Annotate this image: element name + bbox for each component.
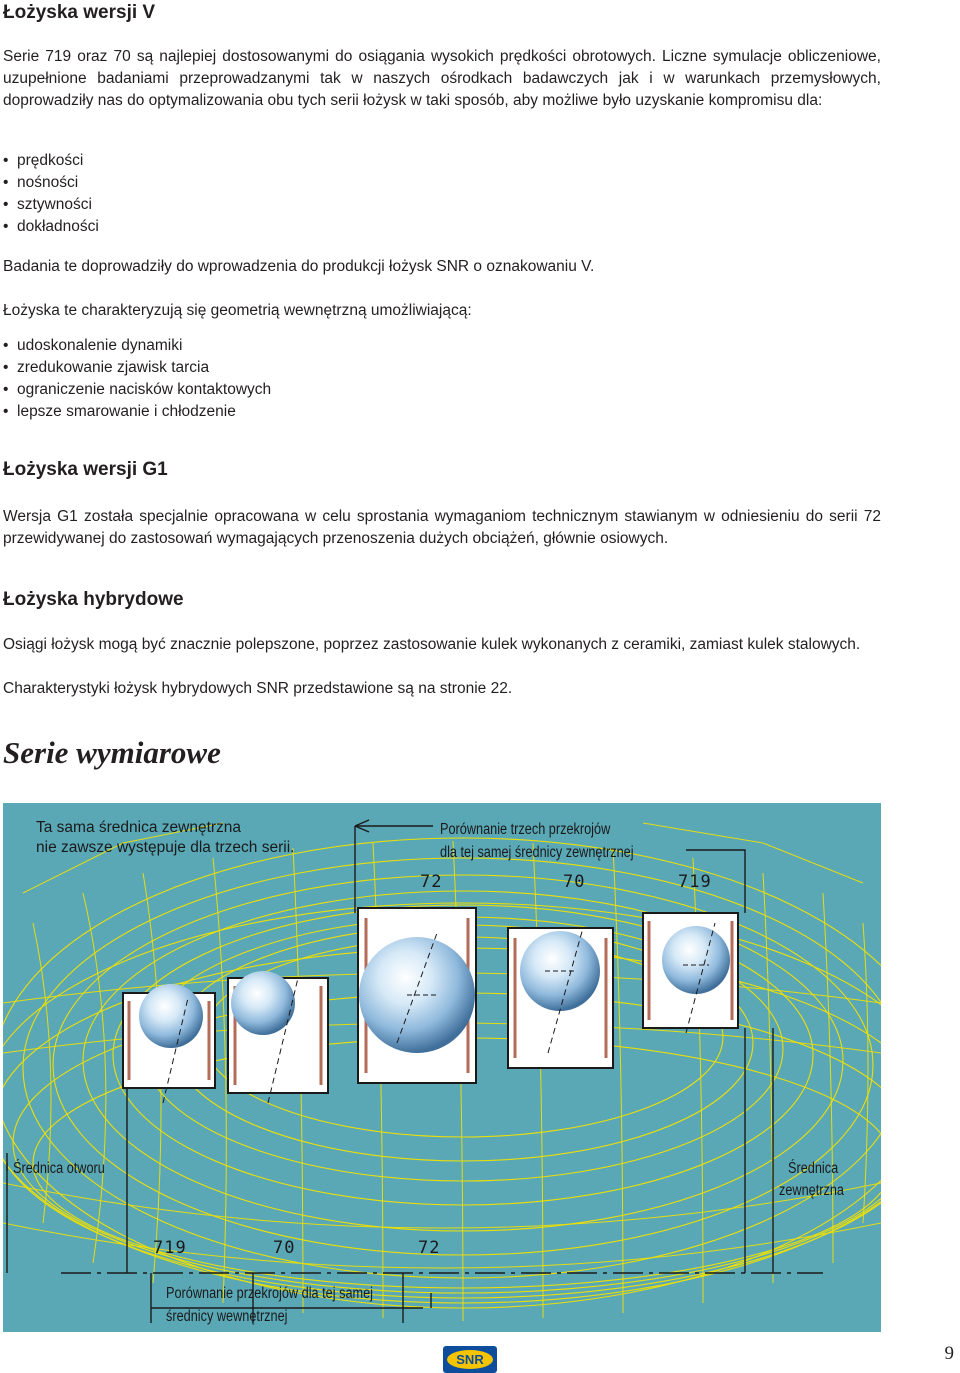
outer-diameter-label-1: Średnica xyxy=(788,1160,839,1177)
research-result: Badania te doprowadziły do wprowadzenia do produkcji łożysk SNR o oznakowaniu V. xyxy=(3,258,595,275)
compare-outer-line-1: Porównanie trzech przekrojów xyxy=(440,821,611,838)
list-item: • dokładności xyxy=(3,216,99,238)
bearing-section-719 xyxy=(643,913,738,1033)
outer-diameter-label-2: zewnętrzna xyxy=(779,1182,844,1199)
intro-paragraph: Serie 719 oraz 70 są najlepiej dostosowanymi do osiągania wysokich prędkości obrotowych. Liczne symulacje obliczeniowe, uzupełnione badaniami przeprowadzanymi tak w naszych ośrodkach badawczych jak i w warunkach przemysłowych, doprowadziły nas do optymalizowania obu tych serii łożysk w taki sposób, aby możliwe było uzyskanie kompromisu dla: xyxy=(3,48,881,109)
heading-hybrid: Łożyska hybrydowe xyxy=(3,589,184,610)
top-series-70: 70 xyxy=(563,872,586,892)
bearing-section-72 xyxy=(358,908,476,1083)
heading-v: Łożyska wersji V xyxy=(3,2,156,23)
top-series-72: 72 xyxy=(420,872,443,892)
outer-note-line-2: nie zawsze występuje dla trzech serii. xyxy=(36,839,295,856)
compare-inner-line-2: średnicy wewnętrznej xyxy=(166,1308,288,1325)
geometry-intro: Łożyska te charakteryzują się geometrią wewnętrzną umożliwiającą: xyxy=(3,302,472,319)
hybrid-paragraph-2: Charakterystyki łożysk hybrydowych SNR przedstawione są na stronie 22. xyxy=(3,680,513,697)
list-item: • prędkości xyxy=(3,150,99,172)
dimension-series-diagram xyxy=(3,803,881,1332)
bottom-series-72: 72 xyxy=(418,1238,441,1258)
bore-diameter-label: Średnica otworu xyxy=(13,1160,105,1177)
list-item: • udoskonalenie dynamiki xyxy=(3,335,271,357)
bearing-section-719-left xyxy=(123,984,215,1103)
outer-note-line-1: Ta sama średnica zewnętrzna xyxy=(36,819,242,836)
hybrid-paragraph-1: Osiągi łożysk mogą być znacznie polepszone, poprzez zastosowanie kulek wykonanych z ceramiki, zamiast kulek stalowych. xyxy=(3,636,861,653)
bearing-section-70-left xyxy=(228,971,328,1103)
snr-logo-text: SNR xyxy=(447,1350,493,1369)
geometry-list xyxy=(3,335,271,423)
bottom-series-70: 70 xyxy=(273,1238,296,1258)
compare-inner-line-1: Porównanie przekrojów dla tej samej xyxy=(166,1285,373,1302)
snr-logo xyxy=(443,1346,497,1373)
bearing-section-70 xyxy=(508,928,613,1068)
list-item: • nośności xyxy=(3,172,99,194)
list-item: • sztywności xyxy=(3,194,99,216)
heading-g1: Łożyska wersji G1 xyxy=(3,459,168,480)
series-title: Serie wymiarowe xyxy=(3,735,221,770)
top-series-719: 719 xyxy=(678,872,712,892)
list-item: • zredukowanie zjawisk tarcia xyxy=(3,357,271,379)
bottom-series-719: 719 xyxy=(153,1238,187,1258)
compromise-list xyxy=(3,150,99,238)
g1-paragraph: Wersja G1 została specjalnie opracowana w celu sprostania wymaganiom technicznym stawianym w odniesieniu do serii 72 przewidywanej do zastosowań wymagających przenoszenia dużych obciążeń, głównie osiowych. xyxy=(3,508,881,547)
page-number: 9 xyxy=(944,1343,954,1364)
list-item: • ograniczenie nacisków kontaktowych xyxy=(3,379,271,401)
list-item: • lepsze smarowanie i chłodzenie xyxy=(3,401,271,423)
compare-outer-line-2: dla tej samej średnicy zewnętrznej xyxy=(440,844,634,861)
